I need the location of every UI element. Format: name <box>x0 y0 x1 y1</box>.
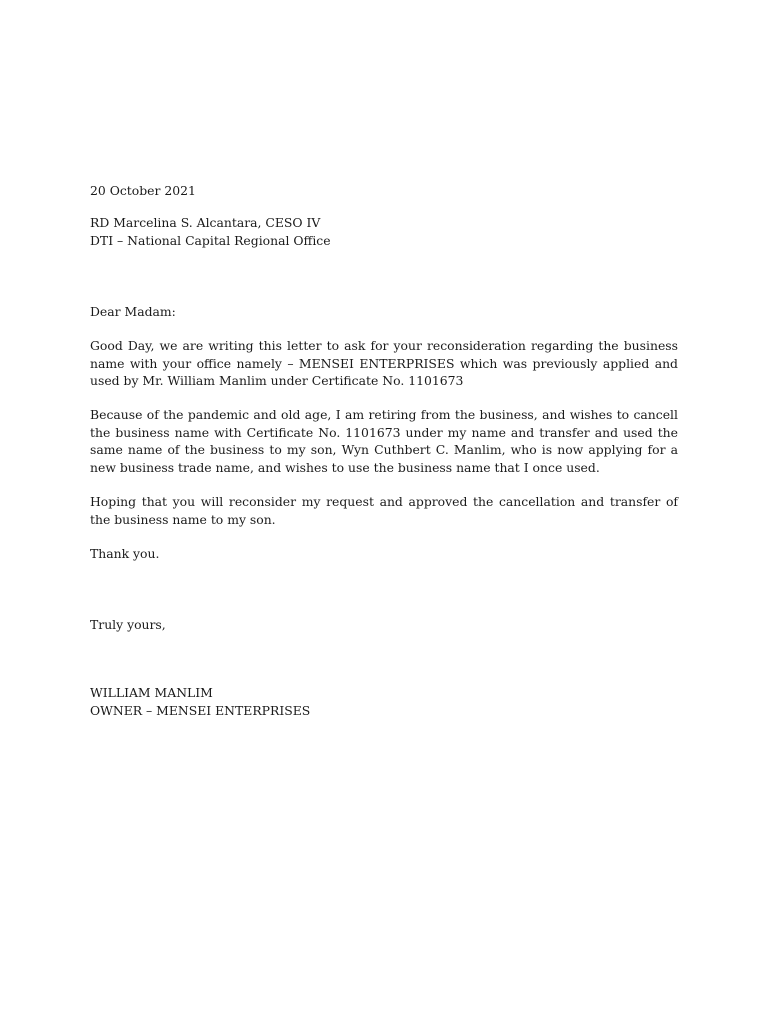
signatory-title: OWNER – MENSEI ENTERPRISES <box>90 703 311 718</box>
body-paragraph-1: Good Day, we are writing this letter to ask for your reconsideration regarding the business name with your office namely – MENSEI ENTERPRISES which was previously applied and used by Mr. William Manlim under Certificate No. 1101673 <box>90 338 678 389</box>
recipient-name: RD Marcelina S. Alcantara, CESO IV <box>90 215 321 230</box>
closing-line: Truly yours, <box>90 617 166 632</box>
signatory-name: WILLIAM MANLIM <box>90 685 213 700</box>
letter-date: 20 October 2021 <box>90 183 196 198</box>
salutation: Dear Madam: <box>90 304 176 319</box>
recipient-office: DTI – National Capital Regional Office <box>90 233 331 248</box>
body-paragraph-2: Because of the pandemic and old age, I am retiring from the business, and wishes to cancell the business name with Certificate No. 1101673 under my name and transfer and used the same name of the business to my son, Wyn Cuthbert C. Manlim, who is now applying for a new business trade name, and wishes to use the business name that I once used. <box>90 407 678 475</box>
thanks-line: Thank you. <box>90 546 160 561</box>
body-paragraph-3: Hoping that you will reconsider my request and approved the cancellation and transfer of the business name to my son. <box>90 494 678 527</box>
